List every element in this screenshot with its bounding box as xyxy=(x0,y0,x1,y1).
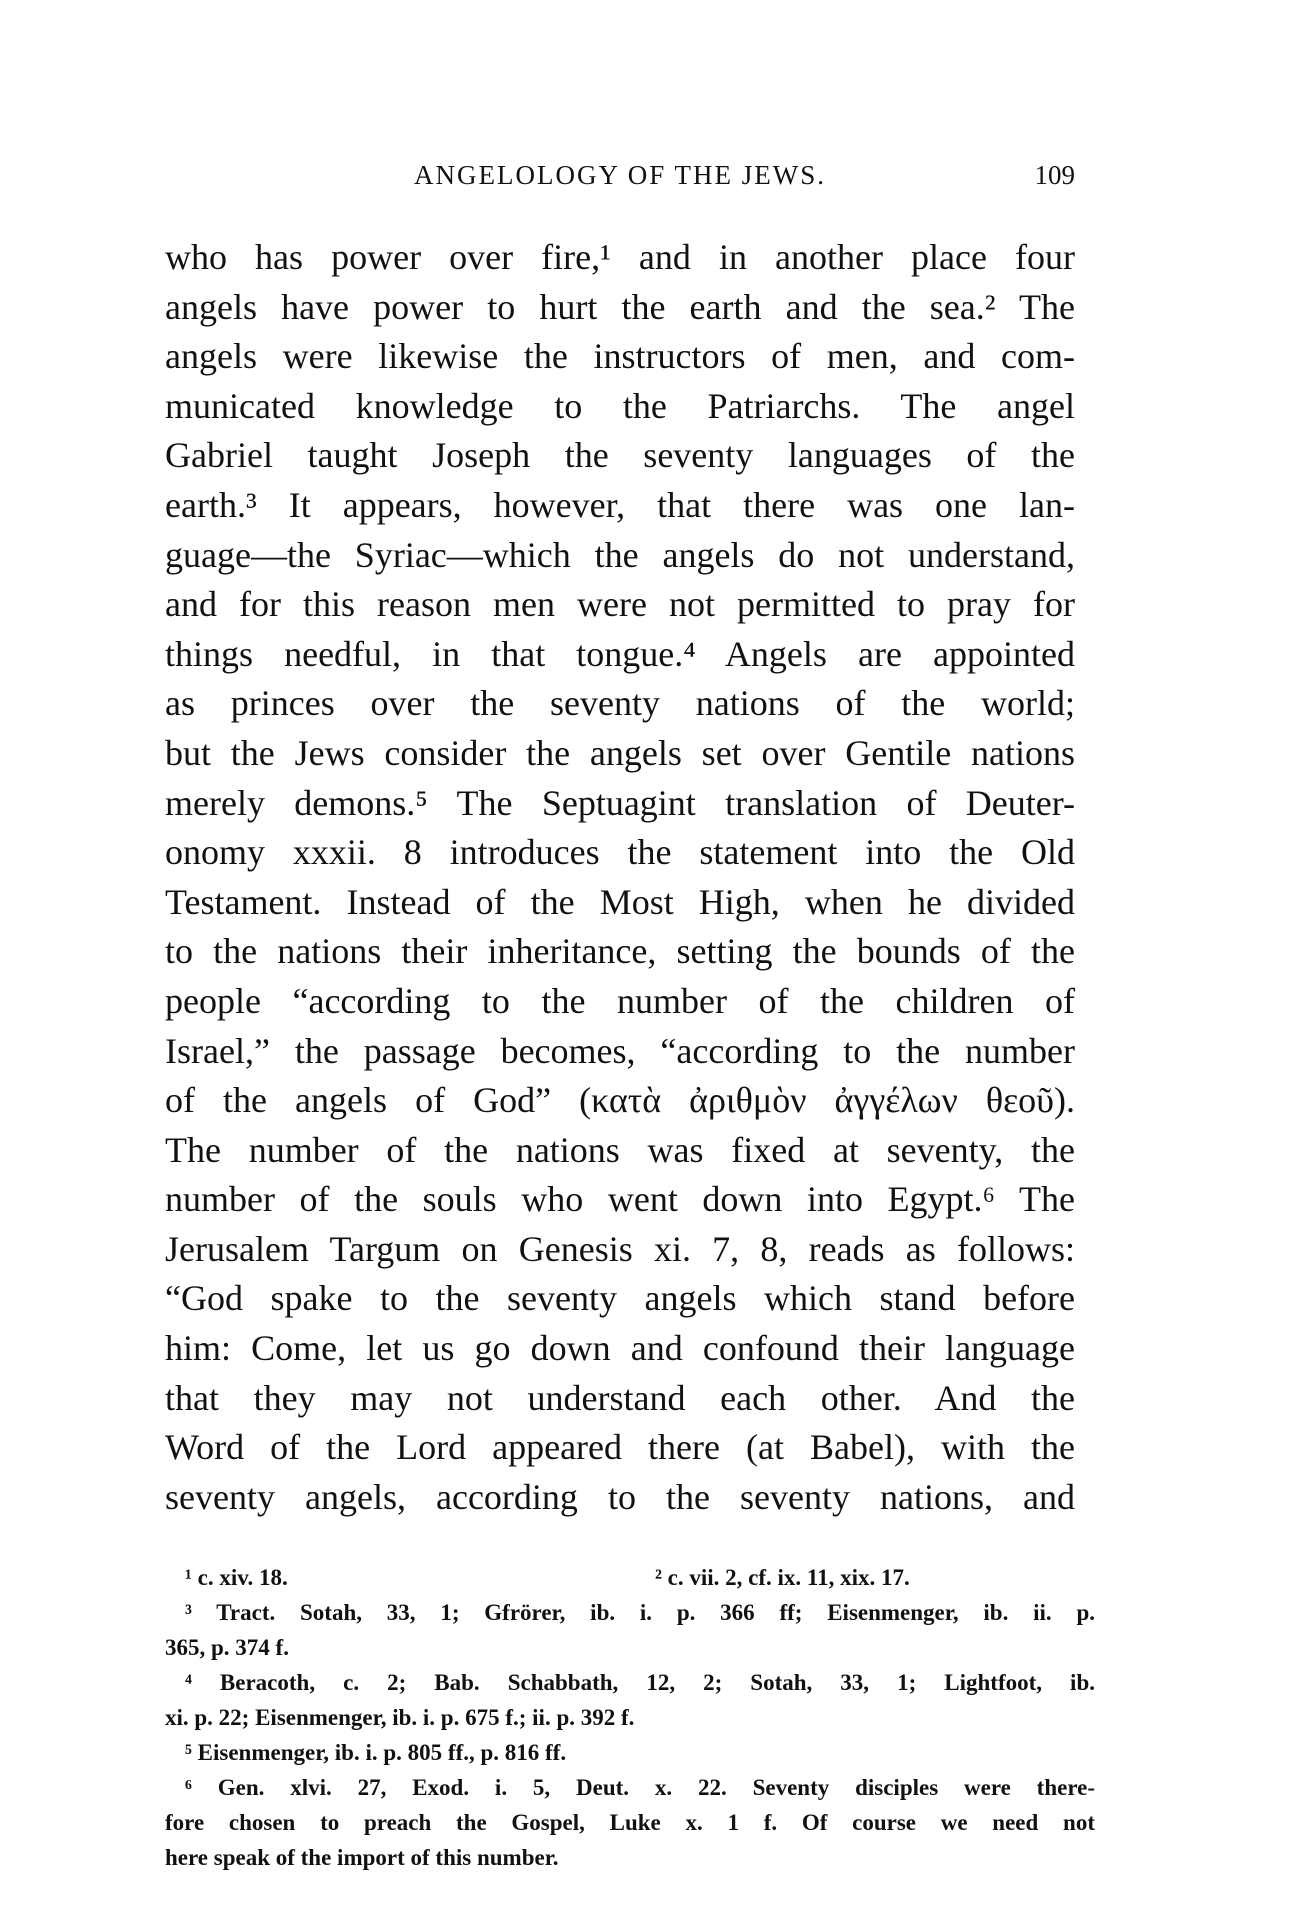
text-line: number of the souls who went down into Egypt.⁶ The xyxy=(165,1179,1075,1220)
footnote-3-cont: 365, p. 374 f. xyxy=(165,1635,289,1660)
body-text xyxy=(165,233,1075,1522)
footnote-1: ¹ c. xiv. 18. xyxy=(185,1565,288,1590)
text-line: “God spake to the seventy angels which stand before xyxy=(165,1278,1075,1319)
footnote-5: ⁵ Eisenmenger, ib. i. p. 805 ff., p. 816 ff. xyxy=(185,1740,567,1765)
text-line: Testament. Instead of the Most High, when he divided xyxy=(165,881,1075,922)
footnote-6-cont: fore chosen to preach the Gospel, Luke x. 1 f. Of course we need not xyxy=(165,1810,1095,1835)
text-line: Israel,” the passage becomes, “according to the number xyxy=(165,1030,1075,1071)
text-line: but the Jews consider the angels set over Gentile nations xyxy=(165,732,1075,773)
text-line: people “according to the number of the children of xyxy=(165,980,1075,1021)
footnote-6: ⁶ Gen. xlvi. 27, Exod. i. 5, Deut. x. 22. Seventy disciples were there- xyxy=(185,1775,1095,1800)
footnote-4: ⁴ Beracoth, c. 2; Bab. Schabbath, 12, 2; Sotah, 33, 1; Lightfoot, ib. xyxy=(185,1670,1095,1695)
footnotes xyxy=(165,1560,1095,1875)
footnote-4-cont: xi. p. 22; Eisenmenger, ib. i. p. 675 f.; ii. p. 392 f. xyxy=(165,1705,635,1730)
text-line: things needful, in that tongue.⁴ Angels are appointed xyxy=(165,633,1075,674)
text-line: angels have power to hurt the earth and the sea.² The xyxy=(165,286,1075,327)
text-line: and for this reason men were not permitted to pray for xyxy=(165,584,1075,625)
page-number: 109 xyxy=(1034,160,1075,190)
text-line: municated knowledge to the Patriarchs. The angel xyxy=(165,385,1075,426)
footnote-6-end: here speak of the import of this number. xyxy=(165,1845,559,1870)
text-line: that they may not understand each other. And the xyxy=(165,1377,1075,1418)
text-line: him: Come, let us go down and confound their language xyxy=(165,1328,1075,1369)
running-head xyxy=(165,160,1075,200)
text-line: who has power over fire,¹ and in another place four xyxy=(165,237,1075,277)
text-line: of the angels of God” (κατὰ ἀριθμὸν ἀγγέλων θεοῦ). xyxy=(165,1080,1075,1121)
text-line: The number of the nations was fixed at seventy, the xyxy=(165,1129,1075,1170)
footnote-2: ² c. vii. 2, cf. ix. 11, xix. 17. xyxy=(655,1565,910,1590)
text-line: merely demons.⁵ The Septuagint translation of Deuter- xyxy=(165,782,1075,823)
text-line: Jerusalem Targum on Genesis xi. 7, 8, reads as follows: xyxy=(165,1228,1075,1269)
text-line: to the nations their inheritance, setting the bounds of the xyxy=(165,931,1075,972)
footnote-row xyxy=(165,1560,1095,1595)
running-title: ANGELOLOGY OF THE JEWS. xyxy=(414,160,826,190)
text-line: seventy angels, according to the seventy nations, and xyxy=(165,1476,1075,1517)
text-line: Word of the Lord appeared there (at Babel), with the xyxy=(165,1427,1075,1468)
text-line: as princes over the seventy nations of the world; xyxy=(165,683,1075,724)
text-line: onomy xxxii. 8 introduces the statement into the Old xyxy=(165,832,1075,873)
text-line: Gabriel taught Joseph the seventy languages of the xyxy=(165,435,1075,476)
text-line: angels were likewise the instructors of men, and com- xyxy=(165,336,1075,377)
footnote-3: ³ Tract. Sotah, 33, 1; Gfrörer, ib. i. p. 366 ff; Eisenmenger, ib. ii. p. xyxy=(185,1600,1095,1625)
text-line: earth.³ It appears, however, that there was one lan- xyxy=(165,484,1075,525)
text-line: guage—the Syriac—which the angels do not understand, xyxy=(165,534,1075,575)
